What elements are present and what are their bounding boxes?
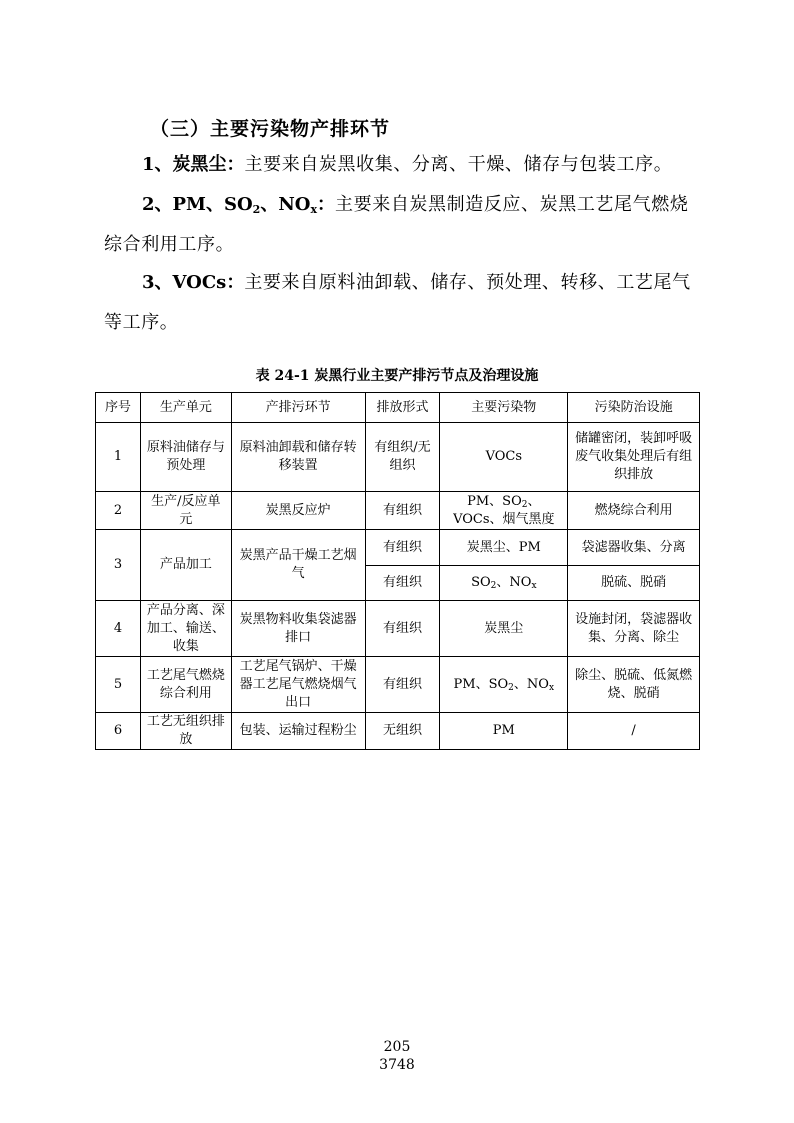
paragraph-label: 2、PM、$SO_2$、$NO_x$：	[142, 194, 336, 216]
cell-pollutant: PM、$SO_2$、$NO_x$	[440, 657, 568, 713]
cell-unit: 原料油储存与预处理	[140, 423, 231, 492]
table-header-row	[96, 393, 700, 423]
section-heading: （三）主要污染物产排环节	[150, 118, 391, 140]
document-page-number: 3748	[379, 1057, 415, 1073]
cell-facility: /	[568, 713, 700, 750]
cell-form: 有组织/无组织	[365, 423, 440, 492]
table-caption: 表 24-1 炭黑行业主要产排污节点及治理设施	[255, 368, 539, 384]
cell-form: 有组织	[365, 492, 440, 530]
paragraph-pm-so2-nox	[104, 185, 694, 265]
cell-facility: 脱硫、脱硝	[568, 566, 700, 601]
cell-facility: 袋滤器收集、分离	[568, 530, 700, 566]
cell-unit: 生产/反应单元	[140, 492, 231, 530]
cell-link: 原料油卸载和储存转移装置	[231, 423, 365, 492]
cell-unit: 工艺无组织排放	[140, 713, 231, 750]
cell-pollutant: $SO_2$、$NO_x$	[440, 566, 568, 601]
pollution-table	[95, 392, 700, 750]
cell-facility: 燃烧综合利用	[568, 492, 700, 530]
header-form: 排放形式	[365, 393, 440, 423]
cell-link: 炭黑产品干燥工艺烟气	[231, 530, 365, 601]
header-facility: 污染防治设施	[568, 393, 700, 423]
paragraph-carbon-black-dust	[104, 145, 694, 185]
cell-no: 2	[96, 492, 141, 530]
table-row	[96, 713, 700, 750]
cell-form: 有组织	[365, 601, 440, 657]
cell-link: 炭黑反应炉	[231, 492, 365, 530]
cell-no: 3	[96, 530, 141, 601]
cell-no: 5	[96, 657, 141, 713]
cell-no: 6	[96, 713, 141, 750]
cell-unit: 产品加工	[140, 530, 231, 601]
header-no: 序号	[96, 393, 141, 423]
cell-pollutant: 炭黑尘、PM	[440, 530, 568, 566]
header-unit: 生产单元	[140, 393, 231, 423]
cell-link: 炭黑物料收集袋滤器排口	[231, 601, 365, 657]
cell-unit: 产品分离、深加工、输送、收集	[140, 601, 231, 657]
table-row	[96, 657, 700, 713]
cell-facility: 储罐密闭，装卸呼吸废气收集处理后有组织排放	[568, 423, 700, 492]
paragraph-text: 主要来自炭黑收集、分离、干燥、储存与包装工序。	[244, 154, 673, 175]
table-row	[96, 423, 700, 492]
paragraph-label: 1、炭黑尘：	[142, 154, 245, 175]
paragraph-vocs	[104, 263, 694, 343]
table-row	[96, 492, 700, 530]
cell-facility: 除尘、脱硫、低氮燃烧、脱硝	[568, 657, 700, 713]
table-row	[96, 601, 700, 657]
table-row	[96, 530, 700, 566]
cell-pollutant: VOCs	[440, 423, 568, 492]
cell-link: 工艺尾气锅炉、干燥器工艺尾气燃烧烟气出口	[231, 657, 365, 713]
cell-pollutant: PM、$SO_2$、VOCs、烟气黑度	[440, 492, 568, 530]
cell-facility: 设施封闭，袋滤器收集、分离、除尘	[568, 601, 700, 657]
cell-pollutant: 炭黑尘	[440, 601, 568, 657]
cell-pollutant: PM	[440, 713, 568, 750]
header-link: 产排污环节	[231, 393, 365, 423]
cell-no: 1	[96, 423, 141, 492]
paragraph-label: 3、VOCs：	[142, 272, 245, 293]
paragraph-text: 主要来自原料油卸载、储存、预处理、转移、工艺尾气等工序。	[104, 272, 691, 333]
paragraph-text: 主要来自炭黑制造反应、炭黑工艺尾气燃烧综合利用工序。	[104, 194, 689, 255]
cell-no: 4	[96, 601, 141, 657]
cell-unit: 工艺尾气燃烧综合利用	[140, 657, 231, 713]
cell-form: 有组织	[365, 530, 440, 566]
cell-form: 无组织	[365, 713, 440, 750]
cell-form: 有组织	[365, 566, 440, 601]
cell-link: 包装、运输过程粉尘	[231, 713, 365, 750]
page-number: 205	[383, 1039, 411, 1055]
cell-form: 有组织	[365, 657, 440, 713]
header-pollutant: 主要污染物	[440, 393, 568, 423]
